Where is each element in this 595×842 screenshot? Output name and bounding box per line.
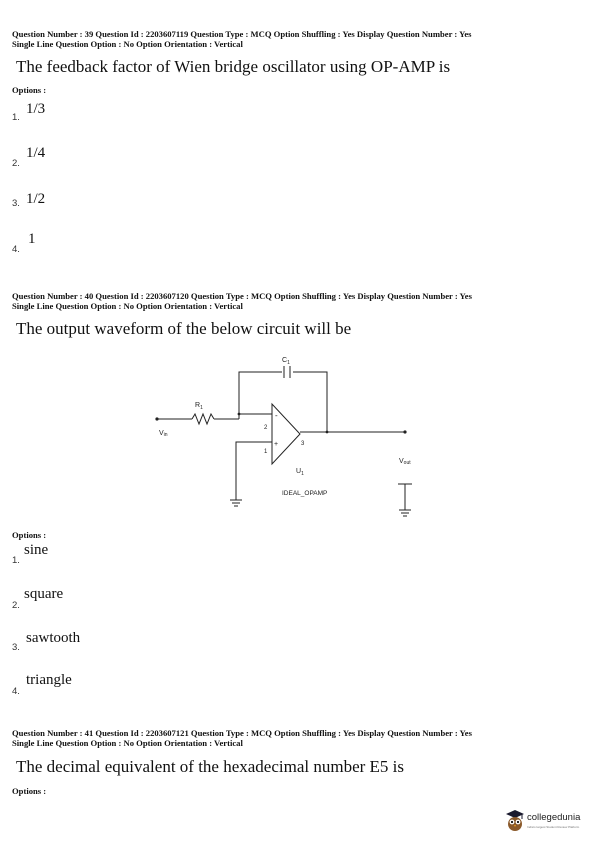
junction-dot — [238, 413, 241, 416]
option-number: 3. — [12, 198, 20, 209]
option-text: 1/4 — [26, 145, 46, 161]
option-text: 1 — [28, 231, 36, 247]
option-text: triangle — [26, 672, 72, 688]
minus-sign: - — [275, 411, 278, 420]
resistor-label: $R_1$ — [195, 402, 203, 411]
option-text: 1/2 — [26, 191, 46, 207]
input-label: Vin — [159, 430, 168, 438]
option-text: 1/3 — [26, 101, 46, 117]
junction-dot — [326, 431, 329, 434]
option-number: 1. — [12, 555, 20, 566]
input-terminal — [155, 417, 158, 420]
collegedunia-logo — [505, 806, 593, 836]
question-text: The output waveform of the below circuit will be — [16, 319, 352, 338]
question-text: The feedback factor of Wien bridge oscillator using OP-AMP is — [16, 57, 451, 76]
output-label: Vout — [399, 458, 411, 466]
output-terminal — [403, 430, 406, 433]
question-header-line: Question Number : 41 Question Id : 2203607121 Question Type : MCQ Option Shuffling : Yes Display Question Number : Yes — [12, 728, 472, 738]
question-header-line: Single Line Question Option : No Option Orientation : Vertical — [12, 38, 243, 49]
opamp-ref-label: $U_1$ — [296, 468, 304, 477]
question-header-line: Question Number : 40 Question Id : 2203607120 Question Type : MCQ Option Shuffling : Yes Display Question Number : Yes — [12, 291, 472, 301]
graduate-owl-icon — [505, 809, 525, 833]
question-text: The decimal equivalent of the hexadecimal number E5 is — [16, 757, 405, 776]
option-number: 2. — [12, 600, 20, 611]
option-text: sine — [24, 542, 49, 558]
logo-name: collegedunia — [527, 812, 581, 823]
logo-tagline: India's largest Student Review Platform — [527, 825, 580, 829]
options-label: Options : — [12, 786, 47, 796]
question-header-line: Single Line Question Option : No Option Orientation : Vertical — [12, 300, 243, 311]
pin-label: 1 — [264, 449, 268, 455]
question-header-line: Question Number : 39 Question Id : 2203607119 Question Type : MCQ Option Shuffling : Yes Display Question Number : Yes — [12, 29, 472, 39]
pin-label: 3 — [301, 441, 305, 447]
option-text: sawtooth — [26, 630, 81, 646]
option-number: 4. — [12, 686, 20, 697]
capacitor-label: $C_1$ — [282, 357, 290, 366]
option-number: 4. — [12, 244, 20, 255]
question-header — [12, 30, 582, 49]
question-header — [12, 729, 582, 748]
options-label: Options : — [12, 530, 47, 540]
plus-sign: + — [274, 441, 279, 448]
opamp-model-label: IDEAL_OPAMP — [282, 490, 328, 497]
option-number: 1. — [12, 112, 20, 123]
question-header-line: Single Line Question Option : No Option Orientation : Vertical — [12, 737, 243, 748]
opamp-circuit-diagram — [140, 352, 440, 527]
feedback-wire-right — [293, 372, 327, 432]
pin-label: 2 — [264, 425, 268, 431]
resistor-zigzag — [192, 414, 214, 424]
options-label: Options : — [12, 85, 47, 95]
question-header — [12, 292, 582, 311]
option-number: 2. — [12, 158, 20, 169]
option-text: square — [24, 586, 64, 602]
option-number: 3. — [12, 642, 20, 653]
